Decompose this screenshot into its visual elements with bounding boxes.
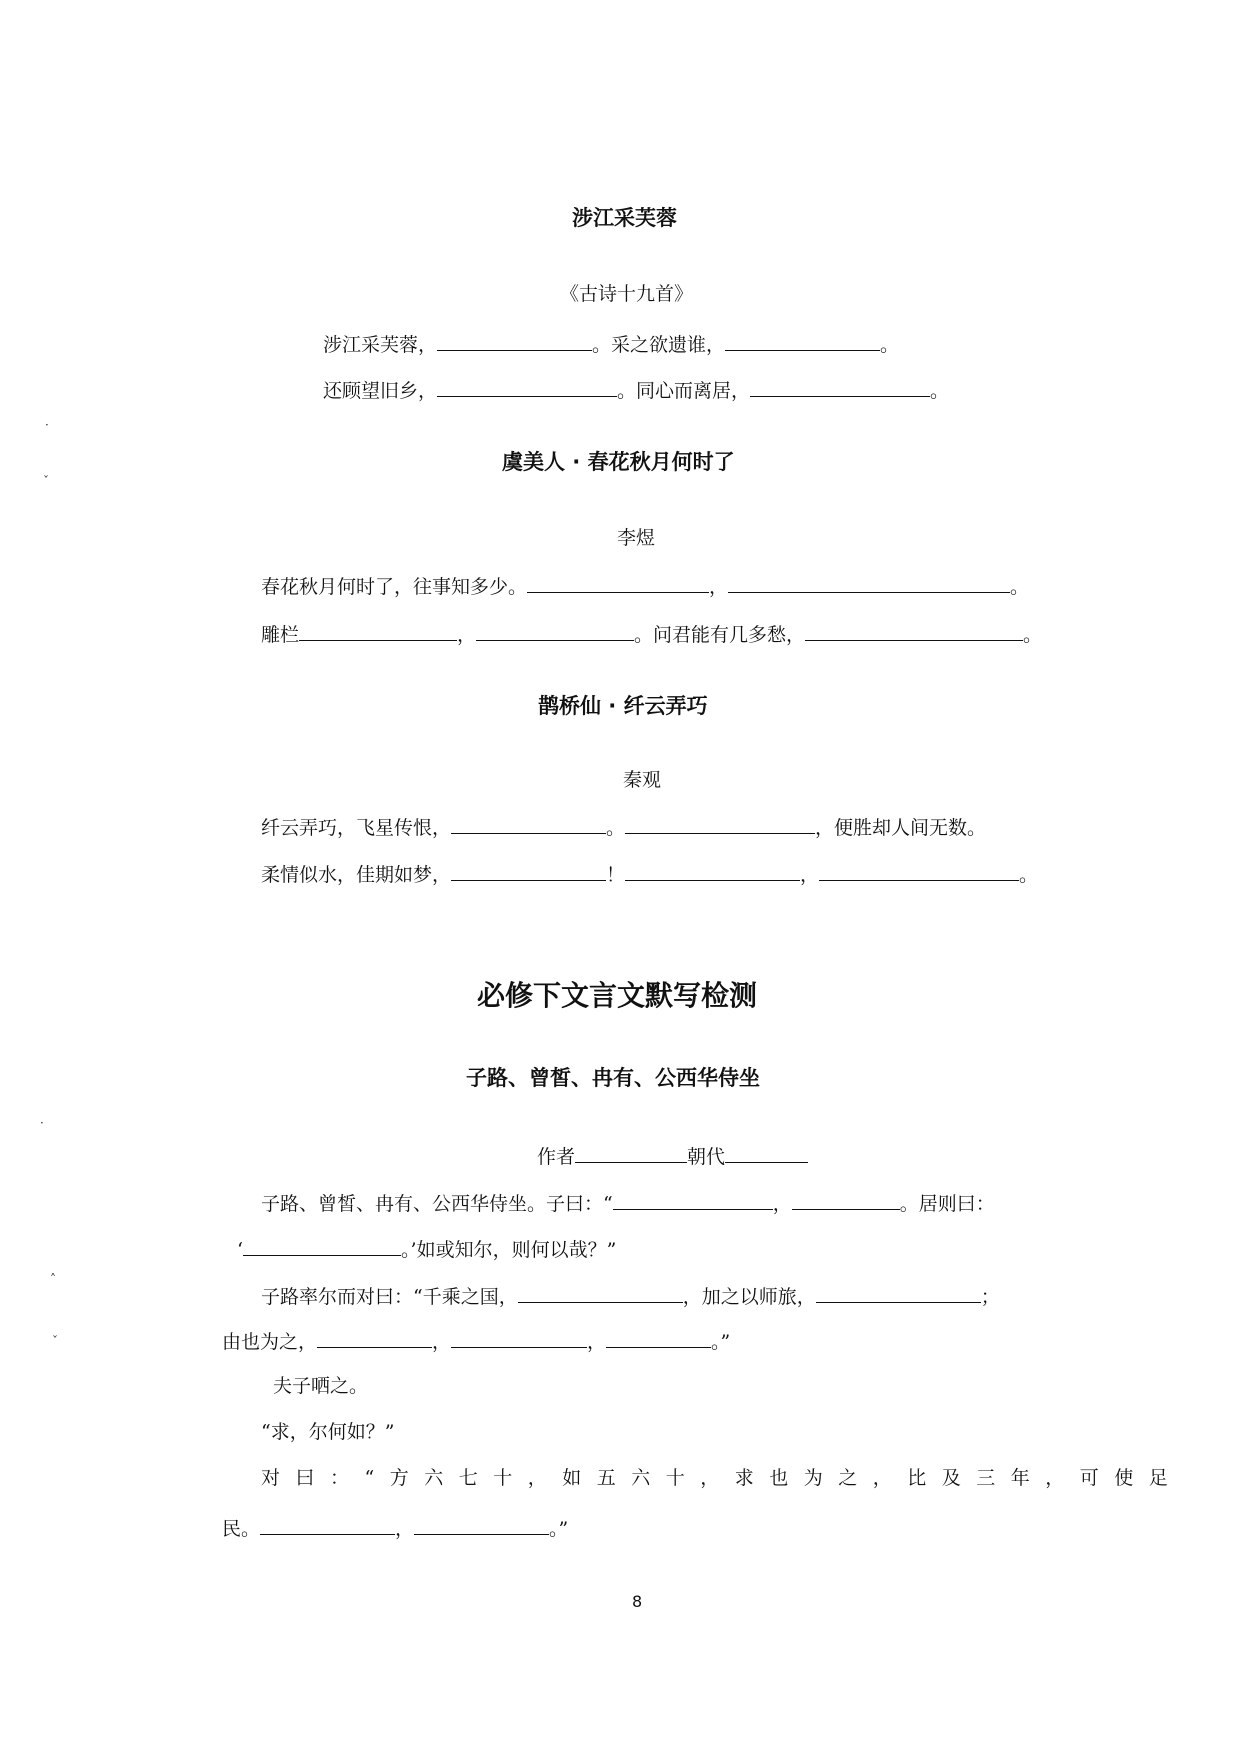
scan-speck: ˇ bbox=[52, 1334, 58, 1348]
text: ， bbox=[432, 1331, 452, 1353]
blank-field[interactable] bbox=[625, 816, 815, 834]
blank-field[interactable] bbox=[414, 1517, 549, 1535]
passage-line bbox=[261, 1285, 1000, 1307]
blank-field[interactable] bbox=[437, 379, 617, 397]
passage-line bbox=[261, 1192, 995, 1214]
text: ， bbox=[395, 1518, 415, 1540]
scan-speck: ˇ bbox=[43, 474, 49, 488]
page-number: 8 bbox=[632, 1592, 643, 1611]
section-subtitle: 子路、曾皙、冉有、公西华侍坐 bbox=[466, 1066, 760, 1090]
blank-field[interactable] bbox=[792, 1192, 900, 1210]
poem2-author: 李煜 bbox=[617, 527, 656, 549]
blank-field[interactable] bbox=[299, 623, 457, 641]
text: 。 bbox=[1010, 576, 1030, 598]
text: 。” bbox=[711, 1331, 731, 1353]
text: ， bbox=[800, 864, 820, 886]
poem3-title: 鹊桥仙 · 纤云弄巧 bbox=[538, 694, 708, 718]
text: 柔情似水，佳期如梦， bbox=[261, 864, 452, 886]
author-dynasty-line bbox=[537, 1145, 808, 1167]
blank-field[interactable] bbox=[728, 575, 1010, 593]
text: 。居则曰： bbox=[899, 1193, 995, 1215]
poem3-author: 秦观 bbox=[623, 769, 662, 791]
text: ！ bbox=[606, 864, 626, 886]
blank-field[interactable] bbox=[613, 1192, 773, 1210]
poem1-author: 《古诗十九首》 bbox=[560, 283, 694, 305]
text: 雕栏 bbox=[261, 624, 300, 646]
blank-field[interactable] bbox=[451, 863, 606, 881]
text: 。问君能有几多愁， bbox=[634, 624, 806, 646]
poem1-line2 bbox=[323, 379, 949, 401]
poem1-title: 涉江采芙蓉 bbox=[572, 206, 677, 230]
text: 。采之欲遗谁， bbox=[592, 334, 726, 356]
blank-field[interactable] bbox=[805, 623, 1023, 641]
text: 。 bbox=[1019, 864, 1039, 886]
author-label: 作者 bbox=[537, 1146, 576, 1168]
poem2-title: 虞美人 · 春花秋月何时了 bbox=[502, 450, 735, 474]
author-blank[interactable] bbox=[575, 1145, 687, 1163]
blank-field[interactable] bbox=[260, 1517, 395, 1535]
text: 还顾望旧乡， bbox=[323, 380, 438, 402]
poem2-line2 bbox=[261, 623, 1042, 645]
text: 。 bbox=[1023, 624, 1043, 646]
poem2-line1 bbox=[261, 575, 1029, 597]
blank-field[interactable] bbox=[725, 333, 880, 351]
blank-field[interactable] bbox=[750, 379, 930, 397]
blank-field[interactable] bbox=[437, 333, 592, 351]
section-heading: 必修下文言文默写检测 bbox=[477, 979, 758, 1012]
text: ， bbox=[772, 1193, 792, 1215]
poem1-line1 bbox=[323, 333, 899, 355]
blank-field[interactable] bbox=[606, 1330, 711, 1348]
text: 子路率尔而对曰：“千乘之国， bbox=[261, 1286, 518, 1308]
blank-field[interactable] bbox=[317, 1330, 432, 1348]
poem3-line2 bbox=[261, 863, 1038, 885]
text: ‘ bbox=[237, 1239, 244, 1261]
passage-line: 夫子哂之。 bbox=[273, 1375, 369, 1397]
blank-field[interactable] bbox=[476, 623, 634, 641]
text: 涉江采芙蓉， bbox=[323, 334, 438, 356]
blank-field[interactable] bbox=[451, 1330, 587, 1348]
poem3-line1 bbox=[261, 816, 986, 838]
scan-speck: · bbox=[40, 1116, 44, 1130]
text: 。同心而离居， bbox=[617, 380, 751, 402]
dynasty-blank[interactable] bbox=[725, 1145, 808, 1163]
blank-field[interactable] bbox=[451, 816, 606, 834]
text: 。” bbox=[549, 1518, 569, 1540]
text: ， bbox=[587, 1331, 607, 1353]
text: ； bbox=[980, 1286, 1000, 1308]
scan-speck: · bbox=[45, 418, 49, 432]
text: 。 bbox=[606, 817, 626, 839]
text: ， bbox=[709, 576, 729, 598]
blank-field[interactable] bbox=[819, 863, 1019, 881]
text: ， bbox=[457, 624, 477, 646]
text: ，加之以师旅， bbox=[682, 1286, 816, 1308]
passage-line: 对曰：“方六七十，如五六十，求也为之，比及三年，可使足 bbox=[261, 1467, 1184, 1489]
blank-field[interactable] bbox=[816, 1285, 981, 1303]
blank-field[interactable] bbox=[527, 575, 709, 593]
passage-line bbox=[222, 1330, 730, 1352]
passage-line: “求，尔何如？” bbox=[261, 1421, 395, 1443]
blank-field[interactable] bbox=[518, 1285, 683, 1303]
text: ，便胜却人间无数。 bbox=[815, 817, 987, 839]
text: 。 bbox=[880, 334, 900, 356]
passage-line bbox=[222, 1517, 568, 1539]
text: 。 bbox=[930, 380, 950, 402]
text: 纤云弄巧，飞星传恨， bbox=[261, 817, 452, 839]
blank-field[interactable] bbox=[625, 863, 800, 881]
text: 由也为之， bbox=[222, 1331, 318, 1353]
passage-line bbox=[237, 1238, 616, 1260]
text: 。’如或知尔，则何以哉？” bbox=[401, 1239, 617, 1261]
scan-speck: ˄ bbox=[50, 1272, 56, 1286]
text: 民。 bbox=[222, 1518, 261, 1540]
dynasty-label: 朝代 bbox=[687, 1146, 726, 1168]
text: 春花秋月何时了，往事知多少。 bbox=[261, 576, 528, 598]
text: 子路、曾皙、冉有、公西华侍坐。子曰：“ bbox=[261, 1193, 613, 1215]
blank-field[interactable] bbox=[243, 1238, 401, 1256]
